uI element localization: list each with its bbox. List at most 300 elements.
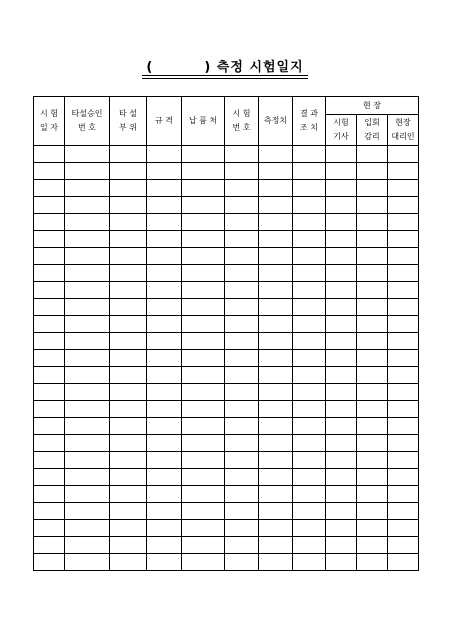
table-cell[interactable] xyxy=(34,316,65,333)
table-cell[interactable] xyxy=(34,435,65,452)
table-row xyxy=(34,435,419,452)
table-cell[interactable] xyxy=(293,282,326,299)
table-cell[interactable] xyxy=(388,180,419,197)
table-cell[interactable] xyxy=(65,316,110,333)
table-cell[interactable] xyxy=(182,469,225,486)
table-cell[interactable] xyxy=(293,554,326,571)
table-cell[interactable] xyxy=(65,282,110,299)
table-cell[interactable] xyxy=(110,435,147,452)
table-cell[interactable] xyxy=(34,367,65,384)
table-cell[interactable] xyxy=(357,384,388,401)
table-cell[interactable] xyxy=(147,180,182,197)
table-cell[interactable] xyxy=(259,435,293,452)
table-cell[interactable] xyxy=(34,248,65,265)
col-pour-approval-no: 타설승인 번 호 xyxy=(65,97,110,146)
table-cell[interactable] xyxy=(357,163,388,180)
table-cell[interactable] xyxy=(65,486,110,503)
table-cell[interactable] xyxy=(65,469,110,486)
table-row xyxy=(34,367,419,384)
table-cell[interactable] xyxy=(326,282,357,299)
table-cell[interactable] xyxy=(147,350,182,367)
table-cell[interactable] xyxy=(110,231,147,248)
table-cell[interactable] xyxy=(110,520,147,537)
table-cell[interactable] xyxy=(34,163,65,180)
table-cell[interactable] xyxy=(147,231,182,248)
table-cell[interactable] xyxy=(65,299,110,316)
table-cell[interactable] xyxy=(259,418,293,435)
table-cell[interactable] xyxy=(326,537,357,554)
table-cell[interactable] xyxy=(259,265,293,282)
table-cell[interactable] xyxy=(326,401,357,418)
table-cell[interactable] xyxy=(388,367,419,384)
table-cell[interactable] xyxy=(182,435,225,452)
table-cell[interactable] xyxy=(259,248,293,265)
table-row xyxy=(34,503,419,520)
table-cell[interactable] xyxy=(34,146,65,163)
table-cell[interactable] xyxy=(259,384,293,401)
table-cell[interactable] xyxy=(225,282,259,299)
table-cell[interactable] xyxy=(293,197,326,214)
table-cell[interactable] xyxy=(225,214,259,231)
table-cell[interactable] xyxy=(259,503,293,520)
table-cell[interactable] xyxy=(357,469,388,486)
table-cell[interactable] xyxy=(147,554,182,571)
table-cell[interactable] xyxy=(388,146,419,163)
table-cell[interactable] xyxy=(388,401,419,418)
table-cell[interactable] xyxy=(357,146,388,163)
table-cell[interactable] xyxy=(65,146,110,163)
table-cell[interactable] xyxy=(357,401,388,418)
table-row xyxy=(34,231,419,248)
table-cell[interactable] xyxy=(147,248,182,265)
table-cell[interactable] xyxy=(293,435,326,452)
col-pour-location: 타 설 부 위 xyxy=(110,97,147,146)
table-cell[interactable] xyxy=(357,180,388,197)
table-cell[interactable] xyxy=(110,503,147,520)
table-cell[interactable] xyxy=(65,197,110,214)
table-cell[interactable] xyxy=(110,452,147,469)
table-cell[interactable] xyxy=(182,452,225,469)
table-cell[interactable] xyxy=(357,503,388,520)
table-cell[interactable] xyxy=(259,214,293,231)
table-cell[interactable] xyxy=(225,435,259,452)
table-cell[interactable] xyxy=(110,486,147,503)
table-cell[interactable] xyxy=(326,180,357,197)
table-cell[interactable] xyxy=(293,214,326,231)
table-cell[interactable] xyxy=(357,299,388,316)
table-cell[interactable] xyxy=(182,418,225,435)
table-cell[interactable] xyxy=(147,299,182,316)
table-cell[interactable] xyxy=(388,197,419,214)
table-cell[interactable] xyxy=(182,299,225,316)
table-cell[interactable] xyxy=(147,214,182,231)
table-cell[interactable] xyxy=(293,452,326,469)
table-cell[interactable] xyxy=(388,469,419,486)
table-cell[interactable] xyxy=(259,231,293,248)
table-cell[interactable] xyxy=(225,537,259,554)
title-open-paren: ( xyxy=(146,60,154,75)
table-cell[interactable] xyxy=(293,316,326,333)
table-cell[interactable] xyxy=(357,214,388,231)
table-cell[interactable] xyxy=(326,265,357,282)
table-cell[interactable] xyxy=(388,265,419,282)
col-group-site: 현 장 xyxy=(326,97,419,115)
table-cell[interactable] xyxy=(147,469,182,486)
table-cell[interactable] xyxy=(293,299,326,316)
table-cell[interactable] xyxy=(357,333,388,350)
table-cell[interactable] xyxy=(182,401,225,418)
table-cell[interactable] xyxy=(34,197,65,214)
table-cell[interactable] xyxy=(259,486,293,503)
table-cell[interactable] xyxy=(34,333,65,350)
table-cell[interactable] xyxy=(110,469,147,486)
table-cell[interactable] xyxy=(259,197,293,214)
table-row xyxy=(34,180,419,197)
table-cell[interactable] xyxy=(259,401,293,418)
table-cell[interactable] xyxy=(110,214,147,231)
table-cell[interactable] xyxy=(388,231,419,248)
table-cell[interactable] xyxy=(293,520,326,537)
table-cell[interactable] xyxy=(34,384,65,401)
table-cell[interactable] xyxy=(147,282,182,299)
table-cell[interactable] xyxy=(357,418,388,435)
table-cell[interactable] xyxy=(65,452,110,469)
table-cell[interactable] xyxy=(147,435,182,452)
table-cell[interactable] xyxy=(110,248,147,265)
table-cell[interactable] xyxy=(388,486,419,503)
table-cell[interactable] xyxy=(326,435,357,452)
table-cell[interactable] xyxy=(110,537,147,554)
table-cell[interactable] xyxy=(110,282,147,299)
table-cell[interactable] xyxy=(326,503,357,520)
table-cell[interactable] xyxy=(182,231,225,248)
table-cell[interactable] xyxy=(357,316,388,333)
table-cell[interactable] xyxy=(65,180,110,197)
table-cell[interactable] xyxy=(225,554,259,571)
col-test-date: 시 험 일 자 xyxy=(34,97,65,146)
table-cell[interactable] xyxy=(147,163,182,180)
table-cell[interactable] xyxy=(326,197,357,214)
table-cell[interactable] xyxy=(225,316,259,333)
table-cell[interactable] xyxy=(388,520,419,537)
table-cell[interactable] xyxy=(147,418,182,435)
table-cell[interactable] xyxy=(147,265,182,282)
table-cell[interactable] xyxy=(182,503,225,520)
table-cell[interactable] xyxy=(326,469,357,486)
table-cell[interactable] xyxy=(259,163,293,180)
table-cell[interactable] xyxy=(65,503,110,520)
table-cell[interactable] xyxy=(326,333,357,350)
table-cell[interactable] xyxy=(182,350,225,367)
table-cell[interactable] xyxy=(34,537,65,554)
table-cell[interactable] xyxy=(110,316,147,333)
table-cell[interactable] xyxy=(259,333,293,350)
table-cell[interactable] xyxy=(259,367,293,384)
table-cell[interactable] xyxy=(225,180,259,197)
table-cell[interactable] xyxy=(388,350,419,367)
table-cell[interactable] xyxy=(225,333,259,350)
table-cell[interactable] xyxy=(357,435,388,452)
table-cell[interactable] xyxy=(110,333,147,350)
table-row xyxy=(34,418,419,435)
table-row xyxy=(34,299,419,316)
table-cell[interactable] xyxy=(34,265,65,282)
table-cell[interactable] xyxy=(65,333,110,350)
table-cell[interactable] xyxy=(110,401,147,418)
table-cell[interactable] xyxy=(110,265,147,282)
table-cell[interactable] xyxy=(326,486,357,503)
table-cell[interactable] xyxy=(34,418,65,435)
table-cell[interactable] xyxy=(293,384,326,401)
table-cell[interactable] xyxy=(225,469,259,486)
table-body xyxy=(34,146,419,571)
table-cell[interactable] xyxy=(259,469,293,486)
table-cell[interactable] xyxy=(182,520,225,537)
table-row xyxy=(34,248,419,265)
table-cell[interactable] xyxy=(147,503,182,520)
table-cell[interactable] xyxy=(225,248,259,265)
table-cell[interactable] xyxy=(293,265,326,282)
table-cell[interactable] xyxy=(34,180,65,197)
table-cell[interactable] xyxy=(326,316,357,333)
table-cell[interactable] xyxy=(388,248,419,265)
table-cell[interactable] xyxy=(225,163,259,180)
table-cell[interactable] xyxy=(326,299,357,316)
col-supplier: 납 품 처 xyxy=(182,97,225,146)
table-cell[interactable] xyxy=(388,316,419,333)
table-cell[interactable] xyxy=(182,265,225,282)
table-cell[interactable] xyxy=(110,299,147,316)
table-cell[interactable] xyxy=(293,367,326,384)
table-cell[interactable] xyxy=(326,214,357,231)
table-cell[interactable] xyxy=(259,520,293,537)
table-cell[interactable] xyxy=(65,554,110,571)
table-cell[interactable] xyxy=(34,503,65,520)
table-cell[interactable] xyxy=(259,554,293,571)
table-cell[interactable] xyxy=(110,367,147,384)
table-cell[interactable] xyxy=(388,163,419,180)
table-cell[interactable] xyxy=(293,469,326,486)
table-cell[interactable] xyxy=(357,248,388,265)
col-test-no: 시 험 번 호 xyxy=(225,97,259,146)
table-cell[interactable] xyxy=(225,418,259,435)
table-cell[interactable] xyxy=(110,146,147,163)
table-cell[interactable] xyxy=(225,452,259,469)
table-cell[interactable] xyxy=(326,418,357,435)
table-cell[interactable] xyxy=(34,554,65,571)
table-cell[interactable] xyxy=(182,248,225,265)
table-cell[interactable] xyxy=(34,231,65,248)
table-cell[interactable] xyxy=(293,486,326,503)
table-cell[interactable] xyxy=(388,214,419,231)
table-cell[interactable] xyxy=(225,401,259,418)
table-cell[interactable] xyxy=(65,163,110,180)
table-cell[interactable] xyxy=(357,452,388,469)
table-cell[interactable] xyxy=(388,299,419,316)
table-cell[interactable] xyxy=(326,452,357,469)
table-cell[interactable] xyxy=(326,231,357,248)
table-cell[interactable] xyxy=(293,231,326,248)
table-cell[interactable] xyxy=(293,418,326,435)
col-supervisor: 입회 감리 xyxy=(357,115,388,146)
col-site-agent: 현장 대리인 xyxy=(388,115,419,146)
table-cell[interactable] xyxy=(182,180,225,197)
table-cell[interactable] xyxy=(65,418,110,435)
table-cell[interactable] xyxy=(293,248,326,265)
table-cell[interactable] xyxy=(65,214,110,231)
table-cell[interactable] xyxy=(357,350,388,367)
table-cell[interactable] xyxy=(225,520,259,537)
table-cell[interactable] xyxy=(326,163,357,180)
table-cell[interactable] xyxy=(225,146,259,163)
table-cell[interactable] xyxy=(147,537,182,554)
table-cell[interactable] xyxy=(326,384,357,401)
table-cell[interactable] xyxy=(34,350,65,367)
table-cell[interactable] xyxy=(65,265,110,282)
table-cell[interactable] xyxy=(326,248,357,265)
col-test-engineer: 시험 기사 xyxy=(326,115,357,146)
table-cell[interactable] xyxy=(326,367,357,384)
table-cell[interactable] xyxy=(326,350,357,367)
table-cell[interactable] xyxy=(326,554,357,571)
table-cell[interactable] xyxy=(34,401,65,418)
table-cell[interactable] xyxy=(225,197,259,214)
table-cell[interactable] xyxy=(293,401,326,418)
table-cell[interactable] xyxy=(357,231,388,248)
table-cell[interactable] xyxy=(225,486,259,503)
table-cell[interactable] xyxy=(182,282,225,299)
table-cell[interactable] xyxy=(65,520,110,537)
table-cell[interactable] xyxy=(34,520,65,537)
table-cell[interactable] xyxy=(357,520,388,537)
table-cell[interactable] xyxy=(293,503,326,520)
table-cell[interactable] xyxy=(225,265,259,282)
table-cell[interactable] xyxy=(110,418,147,435)
table-cell[interactable] xyxy=(147,367,182,384)
table-cell[interactable] xyxy=(225,503,259,520)
table-cell[interactable] xyxy=(110,180,147,197)
table-cell[interactable] xyxy=(388,452,419,469)
table-cell[interactable] xyxy=(147,401,182,418)
table-cell[interactable] xyxy=(357,367,388,384)
table-cell[interactable] xyxy=(326,146,357,163)
table-cell[interactable] xyxy=(259,299,293,316)
table-cell[interactable] xyxy=(110,554,147,571)
table-cell[interactable] xyxy=(34,469,65,486)
table-cell[interactable] xyxy=(147,316,182,333)
table-cell[interactable] xyxy=(182,554,225,571)
table-cell[interactable] xyxy=(388,384,419,401)
table-cell[interactable] xyxy=(357,265,388,282)
table-cell[interactable] xyxy=(225,367,259,384)
table-cell[interactable] xyxy=(293,333,326,350)
table-cell[interactable] xyxy=(147,520,182,537)
table-row xyxy=(34,350,419,367)
table-row xyxy=(34,384,419,401)
table-cell[interactable] xyxy=(65,248,110,265)
table-cell[interactable] xyxy=(259,316,293,333)
table-row xyxy=(34,146,419,163)
table-cell[interactable] xyxy=(357,537,388,554)
table-cell[interactable] xyxy=(259,537,293,554)
table-cell[interactable] xyxy=(182,367,225,384)
table-cell[interactable] xyxy=(65,350,110,367)
table-cell[interactable] xyxy=(388,418,419,435)
table-cell[interactable] xyxy=(182,537,225,554)
table-cell[interactable] xyxy=(225,350,259,367)
table-cell[interactable] xyxy=(147,384,182,401)
table-cell[interactable] xyxy=(357,197,388,214)
table-cell[interactable] xyxy=(182,486,225,503)
table-cell[interactable] xyxy=(182,146,225,163)
table-cell[interactable] xyxy=(34,282,65,299)
table-cell[interactable] xyxy=(65,401,110,418)
table-cell[interactable] xyxy=(225,231,259,248)
table-cell[interactable] xyxy=(147,486,182,503)
table-cell[interactable] xyxy=(182,316,225,333)
table-cell[interactable] xyxy=(388,282,419,299)
table-cell[interactable] xyxy=(147,197,182,214)
table-cell[interactable] xyxy=(225,299,259,316)
table-cell[interactable] xyxy=(293,350,326,367)
table-cell[interactable] xyxy=(293,163,326,180)
table-cell[interactable] xyxy=(388,503,419,520)
table-cell[interactable] xyxy=(293,537,326,554)
table-cell[interactable] xyxy=(182,197,225,214)
table-cell[interactable] xyxy=(34,299,65,316)
table-cell[interactable] xyxy=(357,282,388,299)
table-cell[interactable] xyxy=(34,452,65,469)
table-cell[interactable] xyxy=(110,350,147,367)
table-cell[interactable] xyxy=(147,452,182,469)
table-cell[interactable] xyxy=(259,180,293,197)
table-cell[interactable] xyxy=(259,146,293,163)
table-cell[interactable] xyxy=(182,214,225,231)
table-cell[interactable] xyxy=(65,231,110,248)
table-cell[interactable] xyxy=(326,520,357,537)
table-cell[interactable] xyxy=(110,163,147,180)
table-cell[interactable] xyxy=(293,146,326,163)
table-cell[interactable] xyxy=(388,435,419,452)
table-cell[interactable] xyxy=(259,282,293,299)
table-cell[interactable] xyxy=(110,384,147,401)
table-cell[interactable] xyxy=(34,214,65,231)
table-cell[interactable] xyxy=(388,554,419,571)
table-cell[interactable] xyxy=(110,197,147,214)
table-cell[interactable] xyxy=(182,384,225,401)
table-cell[interactable] xyxy=(182,163,225,180)
table-cell[interactable] xyxy=(357,486,388,503)
table-cell[interactable] xyxy=(65,435,110,452)
table-cell[interactable] xyxy=(182,333,225,350)
table-cell[interactable] xyxy=(65,367,110,384)
table-cell[interactable] xyxy=(65,384,110,401)
table-cell[interactable] xyxy=(388,333,419,350)
table-cell[interactable] xyxy=(388,537,419,554)
table-cell[interactable] xyxy=(357,554,388,571)
table-row xyxy=(34,537,419,554)
table-cell[interactable] xyxy=(225,384,259,401)
table-cell[interactable] xyxy=(147,333,182,350)
table-cell[interactable] xyxy=(147,146,182,163)
table-cell[interactable] xyxy=(65,537,110,554)
form-title xyxy=(142,56,307,79)
table-cell[interactable] xyxy=(293,180,326,197)
table-row xyxy=(34,282,419,299)
table-cell[interactable] xyxy=(259,452,293,469)
table-cell[interactable] xyxy=(259,350,293,367)
table-cell[interactable] xyxy=(34,486,65,503)
